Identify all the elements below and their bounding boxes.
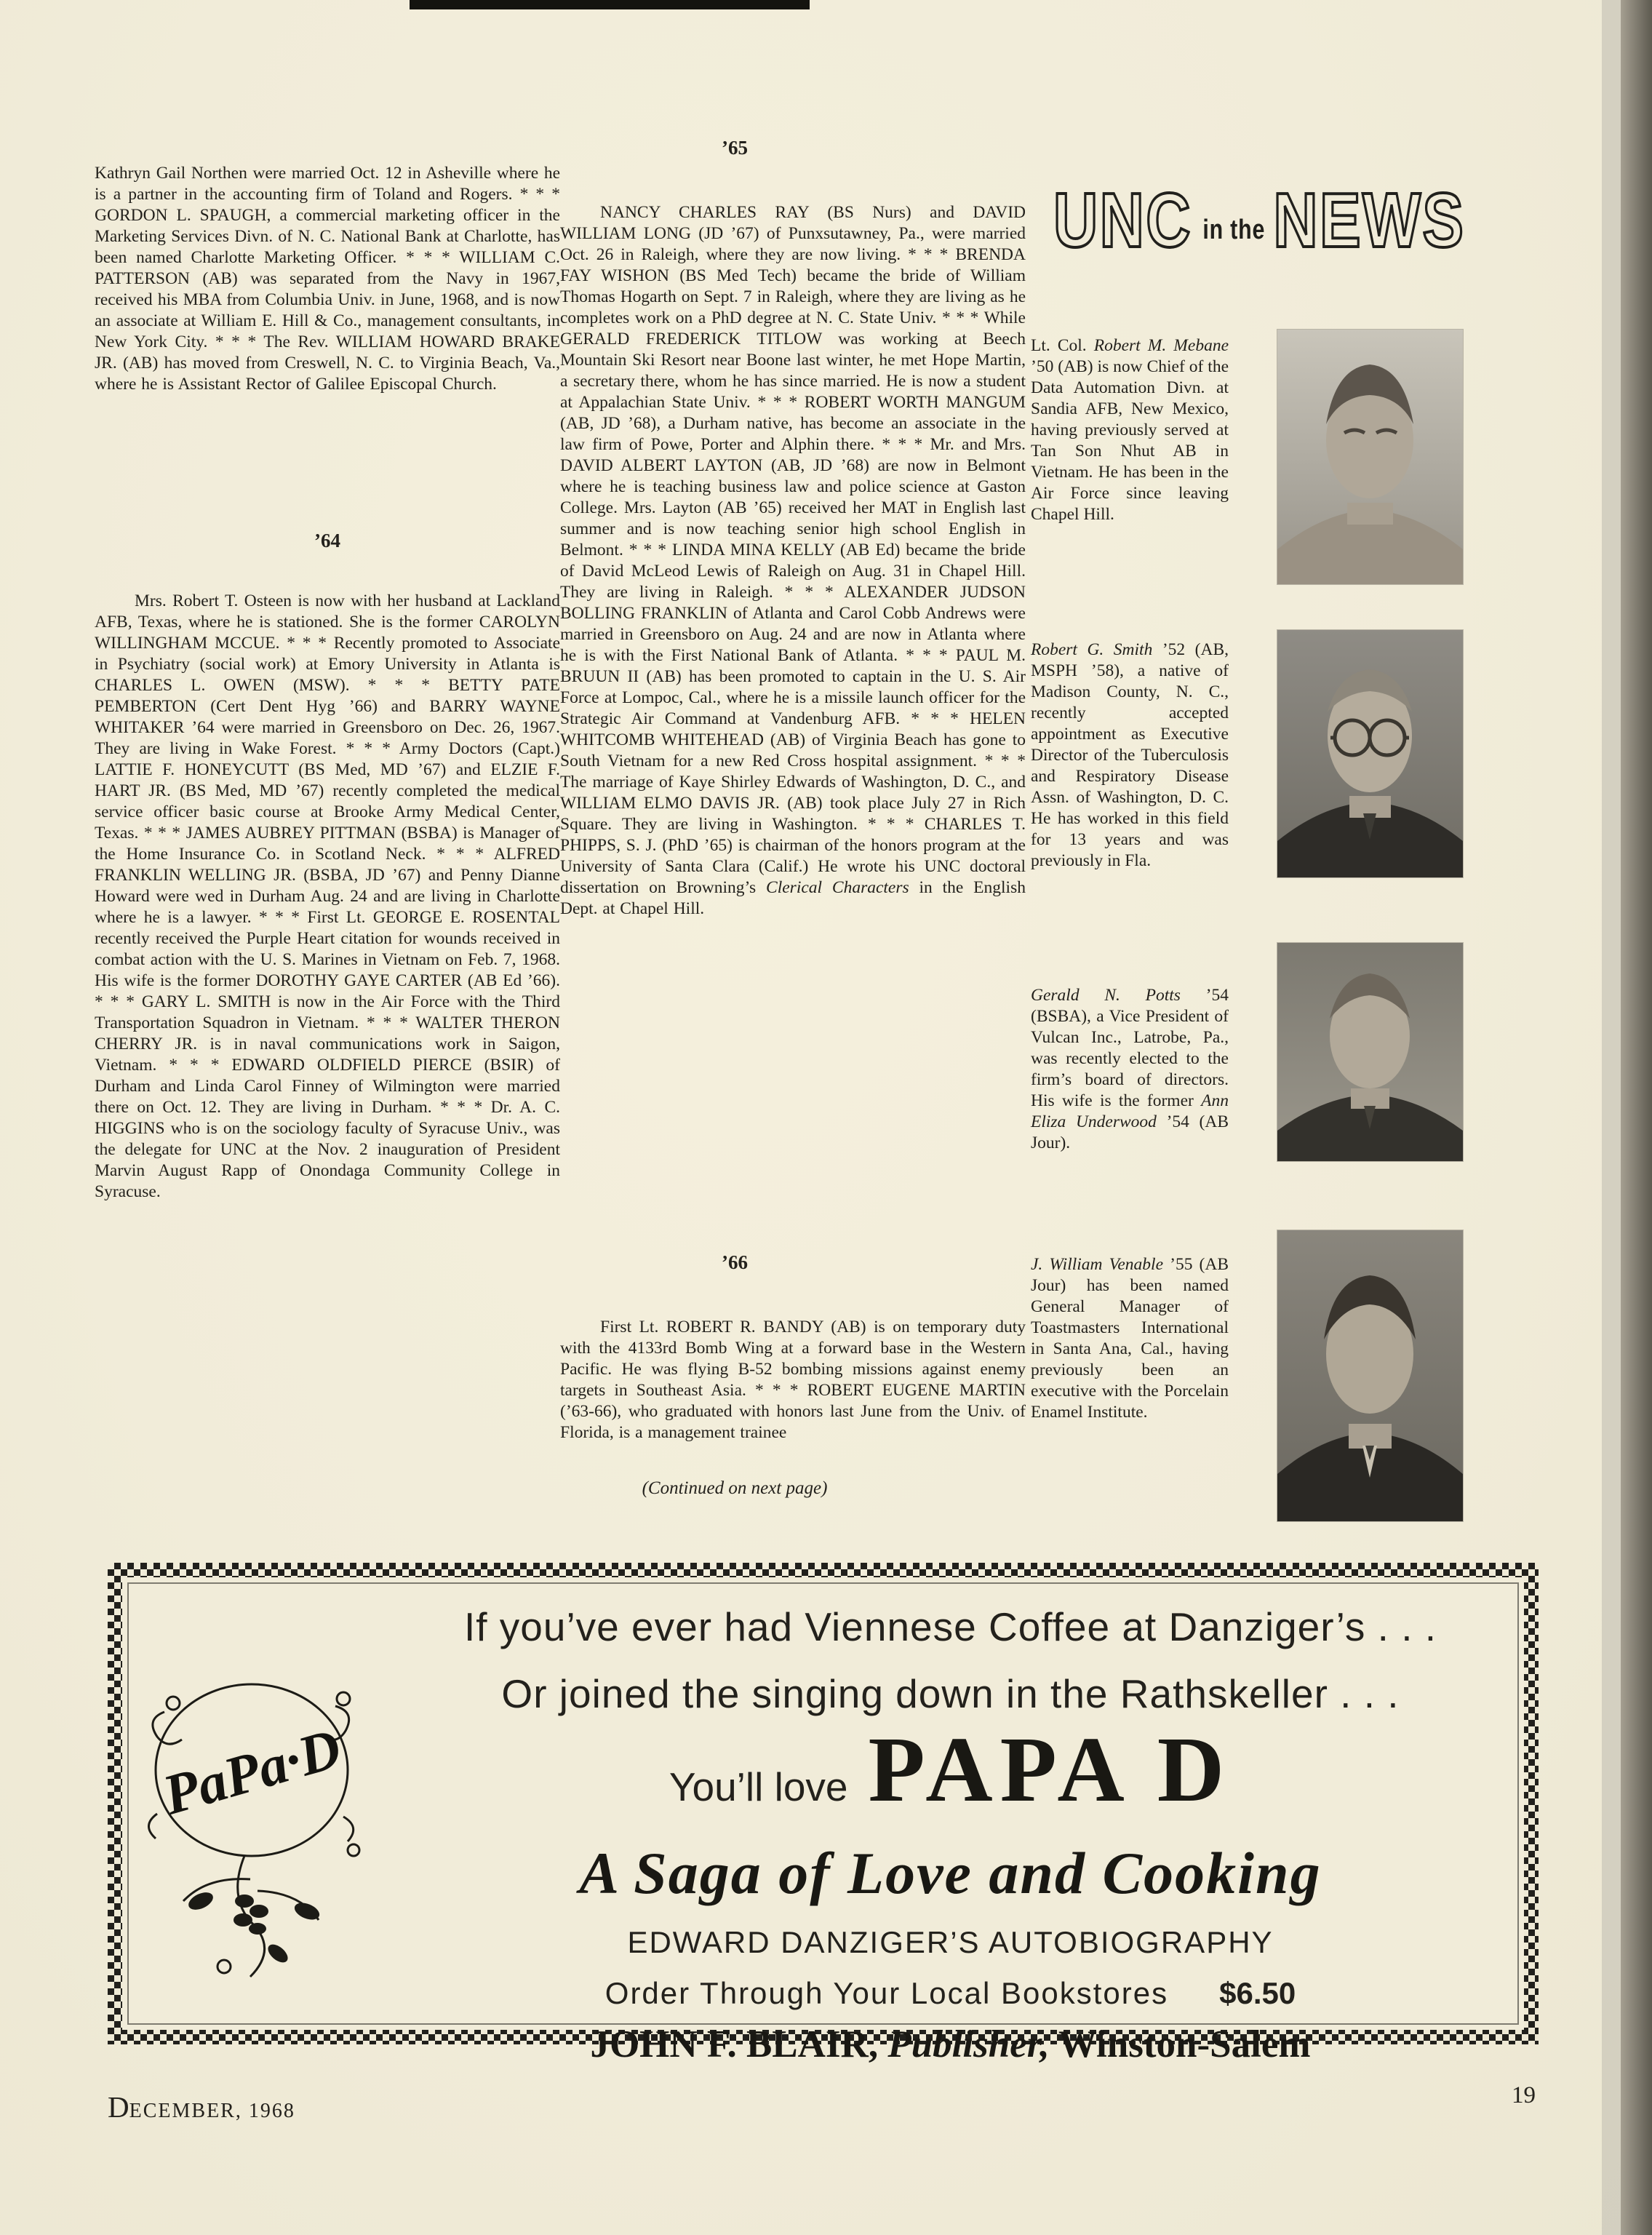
class-year-heading-66: ’66 (722, 1251, 748, 1273)
news-logo-text: NEWS (1273, 178, 1466, 263)
notes-65-text-end: in the English Dept. at Chapel Hill. (560, 877, 1026, 918)
bio-potts-text: ’54 (BSBA), a Vice President of Vulcan Inc., Latrobe, Pa., was recently elected to the firm’s board of directors. His wife is the former (1031, 985, 1229, 1110)
class-notes-66-paragraph: First Lt. ROBERT R. BANDY (AB) is on temporary duty with the 4133rd Bomb Wing at a forward base in the Western Pacific. He was flying B-52 bombing missions against enemy targets in Southeast Asia. * * * ROBERT EUGENE MARTIN (’63-66), who graduated with honors last June from the Univ. of Florida, is a management trainee (560, 1317, 1026, 1442)
ad-title-row (399, 1718, 1502, 1821)
bio-venable-text: ’55 (AB Jour) has been named General Manager of Toastmasters International in Santa Ana, Cal., having previously been an executive with the Porcelain Enamel Institute. (1031, 1254, 1229, 1422)
bio-mebane-name: Robert M. Mebane (1093, 335, 1229, 355)
papa-d-logo-text: PaPa·D (156, 1716, 348, 1827)
bio-potts: Gerald N. Potts ’54 (BSBA), a Vice President of Vulcan Inc., Latrobe, Pa., was recently elected to the firm’s board of directors. His wife is the former Ann Eliza Underwood ’54 (AB Jour). (1031, 985, 1229, 1152)
ad-line-viennese-coffee: If you’ve ever had Viennese Coffee at Danziger’s . . . (463, 1604, 1437, 1649)
portrait-photo-venable (1277, 1230, 1464, 1522)
ad-order-text: Order Through Your Local Bookstores (604, 1976, 1169, 2010)
bio-smith-text: ’52 (AB, MSPH ’58), a native of Madison County, N. C., recently accepted appointment as Executive Director of the Tuberculosis and Respiratory Disease Assn. of Washington, D. C. He has worked in this field for 13 years and was previously in Fla. (1031, 640, 1229, 870)
class-year-heading-65: ’65 (722, 137, 748, 159)
class-notes-63-continued-paragraph: Kathryn Gail Northen were married Oct. 12 in Asheville where he is a partner in the accounting firm of Toland and Rogers. * * * GORDON L. SPAUGH, a commercial marketing officer in the Marketing Services Divn. of N. C. National Bank at Charlotte, has been named Charlotte Marketing Officer. * * * WILLIAM C. PATTERSON (AB) was separated from the Navy in 1967, received his MBA from Columbia Univ. in June, 1968, and is now an associate at William E. Hill & Co., management consultants, in New York City. * * * The Rev. WILLIAM HOWARD BRAKE JR. (AB) has moved from Creswell, N. C. to Virginia Beach, Va., where he is Assistant Rector of Galilee Episcopal Church. (95, 163, 560, 394)
bio-venable (1031, 1254, 1229, 1423)
footer-issue-date: DECEMBER, 1968 (108, 2090, 295, 2124)
bio-smith (1031, 640, 1229, 872)
bio-potts-name: Gerald N. Potts (1031, 985, 1181, 1005)
in-the-logo-text: in the (1202, 215, 1266, 245)
ad-line-rathskeller: Or joined the singing down in the Rathskeller . . . (501, 1671, 1400, 1716)
class-notes-65-paragraph (560, 202, 1026, 920)
bio-mebane (1031, 335, 1229, 525)
portrait-photo-potts (1277, 942, 1464, 1162)
ad-publisher-line (399, 2023, 1502, 2066)
continued-on-next-page-note: (Continued on next page) (642, 1478, 828, 1498)
bio-venable-name: J. William Venable (1031, 1254, 1164, 1274)
bio-smith-name: Robert G. Smith (1031, 640, 1153, 659)
ad-publisher-word: Publisher, (887, 2023, 1050, 2065)
scan-artifact-right-edge-light (1602, 0, 1621, 2235)
notes-65-italic-title: Clerical Characters (766, 877, 909, 897)
class-year-heading-64: ’64 (314, 530, 340, 551)
notes-65-text: NANCY CHARLES RAY (BS Nurs) and DAVID WILLIAM LONG (JD ’67) of Punxsutawney, Pa., were married Oct. 26 in Raleigh, where they are now living. * * * BRENDA FAY WISHON (BS Med Tech) became the bride of William Thomas Hogarth on Sept. 7 in Raleigh, where they are living as he completes work on a PhD degree at N. C. State Univ. * * * While GERALD FREDERICK TITLOW was working at Beech Mountain Ski Resort near Boone last winter, he met Hope Martin, a secretary there, whom he has since married. He is now a student at Appalachian State Univ. * * * ROBERT WORTH MANGUM (AB, JD ’68), a Durham native, has become an associate in the law firm of Powe, Porter and Alphin there. * * * Mr. and Mrs. DAVID ALBERT LAYTON (AB, JD ’68) are now in Belmont where he is teaching business law and police science at Gaston College. Mrs. Layton (AB ’65) received her MAT in English last summer and is now teaching senior high school English in Belmont. * * * LINDA MINA KELLY (AB Ed) became the bride of David McLeod Lewis of Raleigh on Aug. 31 in Chapel Hill. They are living in Raleigh. * * * ALEXANDER JUDSON BOLLING FRANKLIN of Atlanta and Carol Cobb Andrews were married in Greensboro on Aug. 24 and are now in Atlanta where he is with the First National Bank of Atlanta. * * * PAUL M. BRUUN II (AB) has been promoted to captain in the U. S. Air Force at Lompoc, Cal., where he is a missile launch officer for the Strategic Air Command at Vandenburg AFB. * * * HELEN WHITCOMB WHITEHEAD (AB) of Virginia Beach has gone to South Vietnam for a new Red Cross hospital assignment. * * * The marriage of Kaye Shirley Edwards of Washington, D. C., and WILLIAM ELMO DAVIS JR. (AB) took place July 27 in Rich Square. They are living in Washington. * * * CHARLES T. PHIPPS, S. J. (PhD ’65) is chairman of the honors program at the University of Santa Clara (Calif.) He wrote his UNC doctoral dissertation on Browning’s (560, 202, 1026, 897)
bio-potts-wife-name: Ann Eliza Underwood (1031, 1091, 1229, 1131)
ad-order-row (399, 1976, 1502, 2011)
bio-mebane-text: ’50 (AB) is now Chief of the Data Automation Divn. at Sandia AFB, New Mexico, having previously served at Tan Son Nhut AB in Vietnam. He has been in the Air Force since leaving Chapel Hill. (1031, 356, 1229, 524)
ad-autobiography-line: EDWARD DANZIGER’S AUTOBIOGRAPHY (627, 1925, 1274, 1959)
ad-youll-love-text: You’ll love (669, 1764, 848, 1809)
class-notes-64-paragraph: Mrs. Robert T. Osteen is now with her husband at Lackland AFB, Texas, where he is stationed. She is the former CAROLYN WILLINGHAM MCCUE. * * * Recently promoted to Associate in Psychiatry (social work) at Emory University in Atlanta is CHARLES L. OWEN (MSW). * * * BETTY PATE PEMBERTON (Cert Dent Hyg ’66) and BARRY WAYNE WHITAKER ’64 were married in Greensboro on Dec. 26, 1967. They are living in Wake Forest. * * * Army Doctors (Capt.) LATTIE F. HONEYCUTT (BS Med, MD ’67) and ELZIE F. HART JR. (BS Med, MD ’67) recently completed the medical service officer basic course at Brooke Army Medical Center, Texas. * * * JAMES AUBREY PITTMAN (BSBA) is Manager of the Home Insurance Co. in Scotland Neck. * * * ALFRED FRANKLIN WELLING JR. (BSBA, JD ’67) and Penny Dianne Howard were wed in Durham Aug. 24 and are living in Charlotte where he is a lawyer. * * * First Lt. GEORGE E. ROSENTAL recently received the Purple Heart citation for wounds received in combat action with the U. S. Marines in Vietnam on Feb. 7, 1968. His wife is the former DOROTHY GAYE CARTER (AB Ed ’66). * * * GARY L. SMITH is now in the Air Force with the Third Transportation Squadron in Vietnam. * * * WALTER THERON CHERRY JR. is in naval communications work in Saigon, Vietnam. * * * EDWARD OLDFIELD PIERCE (BSIR) of Durham and Linda Carol Finney of Wilmington were married there on Oct. 12. They are living in Durham. * * * Dr. A. C. HIGGINS who is on the sociology faculty of Syracuse Univ., was the delegate for UNC at the Nov. 2 inauguration of President Marvin August Rapp of Onondaga Community College in Syracuse. (95, 591, 560, 1201)
footer-page-number: 19 (1512, 2082, 1536, 2108)
papa-d-logo-illustration (135, 1661, 386, 1981)
portrait-photo-smith (1277, 629, 1464, 878)
scan-artifact-right-edge-dark (1621, 0, 1652, 2235)
portrait-photo-mebane (1277, 329, 1464, 585)
scan-artifact-top-bar (410, 0, 810, 9)
ad-subtitle-saga: A Saga of Love and Cooking (579, 1840, 1322, 1906)
ad-papa-d-title: PAPA D (868, 1718, 1232, 1821)
bio-mebane-prefix: Lt. Col. (1031, 335, 1094, 355)
ad-publisher-name: JOHN F. BLAIR, (590, 2023, 888, 2065)
unc-logo-text: UNC (1053, 178, 1192, 263)
ad-publisher-city: Winston-Salem (1049, 2023, 1311, 2065)
papa-d-advertisement (108, 1563, 1539, 2065)
ad-price: $6.50 (1219, 1976, 1296, 2010)
unc-in-the-news-logo (1053, 178, 1466, 263)
